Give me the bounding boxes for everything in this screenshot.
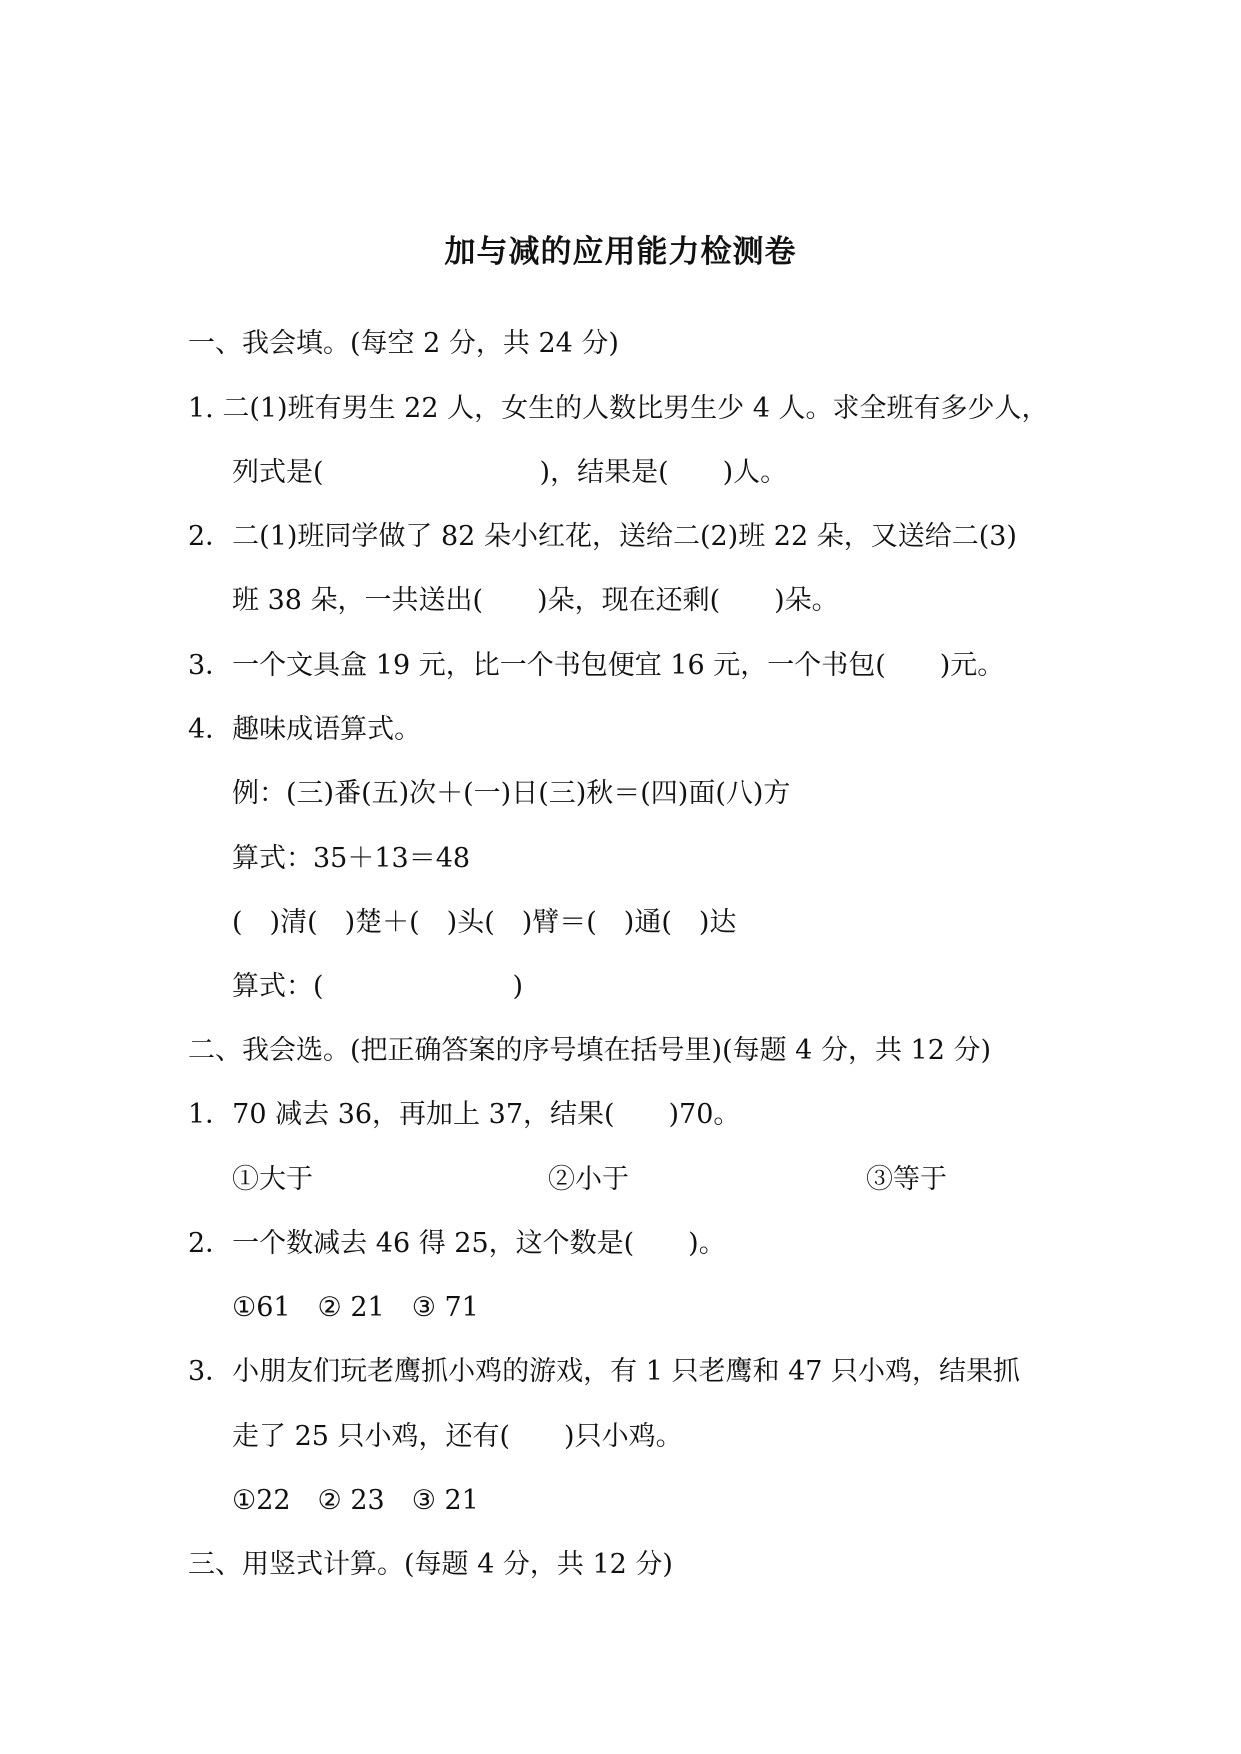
s1-q2-line1: 2．二(1)班同学做了 82 朵小红花，送给二(2)班 22 朵，又送给二(3): [188, 521, 1017, 552]
page-title: 加与减的应用能力检测卷: [444, 234, 797, 270]
s1-q3: 3．一个文具盒 19 元，比一个书包便宜 16 元，一个书包( )元。: [188, 650, 1005, 681]
s2-q3-options: ①22 ② 23 ③ 21: [232, 1485, 479, 1516]
s2-q3-stem-line2: 走了 25 只小鸡，还有( )只小鸡。: [232, 1421, 683, 1452]
s2-q1-option-3: ③等于: [866, 1164, 947, 1195]
section3-heading: 三、用竖式计算。(每题 4 分，共 12 分): [188, 1549, 673, 1580]
s1-q4-blank: ( )清( )楚＋( )头( )臂＝( )通( )达: [232, 907, 737, 938]
s2-q2-options: ①61 ② 21 ③ 71: [232, 1292, 479, 1323]
s1-q4-stem: 4．趣味成语算式。: [188, 714, 422, 745]
s2-q3-stem-line1: 3．小朋友们玩老鹰抓小鸡的游戏，有 1 只老鹰和 47 只小鸡，结果抓: [188, 1356, 1021, 1387]
s1-q4-blank-formula: 算式：( ): [232, 971, 524, 1002]
s2-q1-stem: 1．70 减去 36，再加上 37，结果( )70。: [188, 1099, 741, 1130]
s2-q1-option-2: ②小于: [548, 1164, 629, 1195]
s1-q4-example: 例：(三)番(五)次＋(一)日(三)秋＝(四)面(八)方: [232, 778, 791, 809]
s1-q4-example-formula: 算式：35＋13＝48: [232, 843, 471, 874]
s1-q2-line2: 班 38 朵，一共送出( )朵，现在还剩( )朵。: [232, 585, 839, 616]
s1-q1-line2: 列式是( )，结果是( )人。: [232, 457, 788, 488]
s1-q1-line1: 1. 二(1)班有男生 22 人，女生的人数比男生少 4 人。求全班有多少人，: [188, 393, 1049, 424]
s2-q2-stem: 2．一个数减去 46 得 25，这个数是( )。: [188, 1228, 726, 1259]
section2-heading: 二、我会选。(把正确答案的序号填在括号里)(每题 4 分，共 12 分): [188, 1035, 991, 1066]
s2-q1-option-1: ①大于: [232, 1164, 313, 1195]
section1-heading: 一、我会填。(每空 2 分，共 24 分): [188, 328, 619, 359]
